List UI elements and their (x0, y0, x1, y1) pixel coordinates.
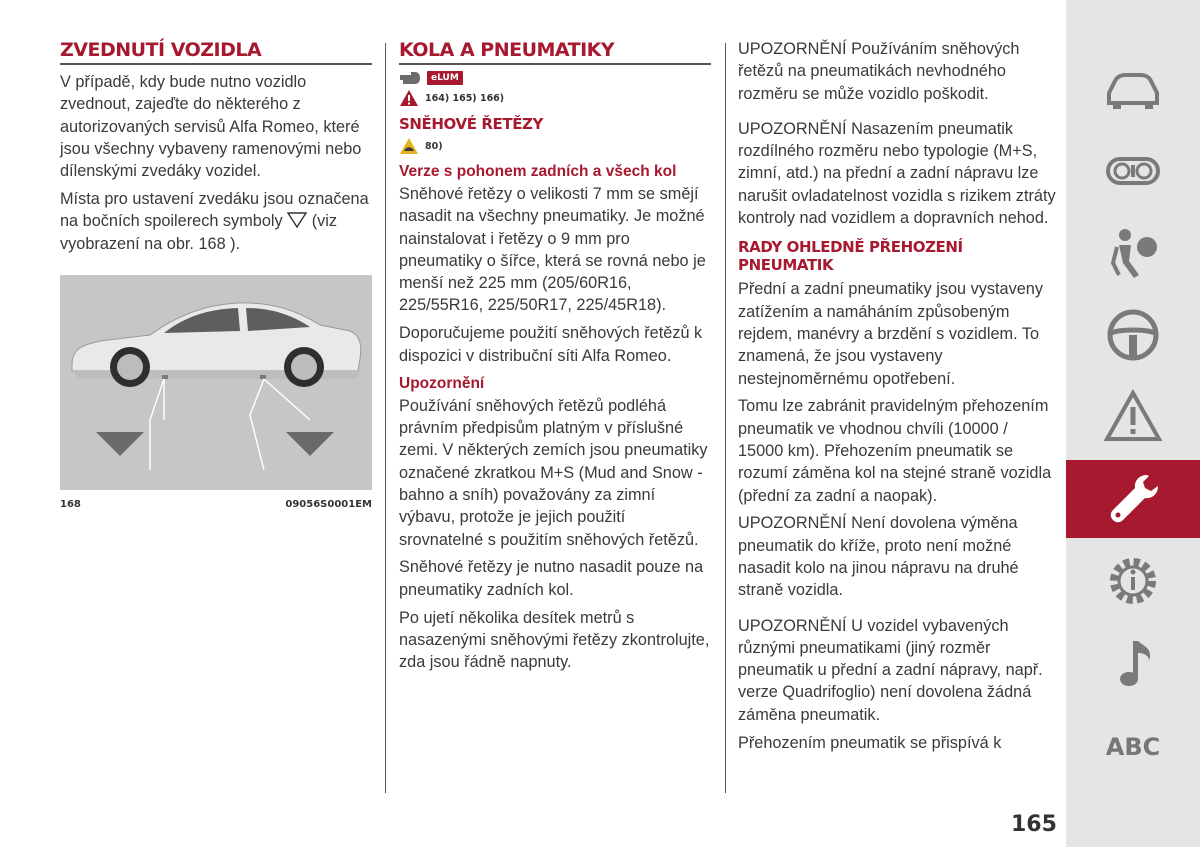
section-title: KOLA A PNEUMATIKY (399, 39, 615, 61)
minor-heading: Upozornění (399, 374, 485, 392)
elum-row (399, 71, 711, 85)
car-side-illustration (60, 275, 372, 490)
airbag-icon (1103, 223, 1163, 283)
warning-refs-row (399, 89, 711, 107)
music-icon (1103, 633, 1163, 693)
sidebar-item-multimedia[interactable] (1066, 624, 1200, 702)
chapter-sidebar (1066, 0, 1200, 847)
subsection-title: SNĚHOVÉ ŘETĚZY (399, 115, 543, 133)
column-divider (725, 43, 726, 793)
paragraph: Po ujetí několika desítek metrů s nasazenými sněhovými řetězy zkontrolujte, zda jsou řádně napnuty. (399, 608, 710, 672)
section-title: ZVEDNUTÍ VOZIDLA (60, 39, 262, 61)
title-rule (60, 63, 372, 65)
paragraph: UPOZORNĚNÍ U vozidel vybavených různými pneumatikami (jiný rozměr pneumatik u přední a zadní nápravy, např. verze Quadrifoglio) není dovolena žádná záměna pneumatik. (738, 616, 1043, 724)
title-rule (399, 63, 711, 65)
column-divider (385, 43, 386, 793)
warning-triangle-icon (399, 89, 419, 107)
sidebar-item-maintenance[interactable] (1066, 460, 1200, 538)
car-icon (1103, 59, 1163, 119)
paragraph-text: (viz vyobrazení na obr. 168 ). (60, 212, 338, 253)
section-warnings-rotation (738, 38, 1056, 759)
wrench-icon (1103, 469, 1163, 529)
index-abc-label: ABC (1105, 733, 1161, 761)
lift-point-symbol-icon (287, 212, 307, 228)
caution-refs: 80) (425, 140, 443, 152)
subsection-title: RADY OHLEDNĚ PŘEHOZENÍ PNEUMATIK (738, 238, 963, 275)
warning-refs: 164) 165) 166) (425, 92, 505, 104)
paragraph: Sněhové řetězy je nutno nasadit pouze na pneumatiky zadních kol. (399, 558, 704, 599)
sidebar-item-safety[interactable] (1066, 214, 1200, 292)
figure-car-lift-points (60, 275, 372, 490)
figure-caption (60, 499, 372, 510)
figure-number: 168 (60, 498, 81, 510)
caution-refs-row (399, 137, 711, 155)
section-wheels-tyres (399, 38, 711, 679)
sidebar-item-dashboard[interactable] (1066, 132, 1200, 210)
paragraph: Tomu lze zabránit pravidelným přehozením pneumatik ve vhodnou chvíli (10000 / 15000 km). Přehozením pneumatik se rozumí záměna kol na stejné straně vozidla (přední za zadní a naopak). (738, 397, 1052, 505)
sidebar-item-index[interactable] (1066, 708, 1200, 786)
paragraph: V případě, kdy bude nutno vozidlo zvednout, zajeďte do některého z autorizovaných servisů Alfa Romeo, které jsou všechny vybaveny ramenovými nebo dílenskými zvedáky vozidel. (60, 73, 362, 181)
figure-code: 09056S0001EM (285, 498, 372, 510)
paragraph: UPOZORNĚNÍ Používáním sněhových řetězů na pneumatikách nevhodného rozměru se může vozidlo poškodit. (738, 40, 1020, 103)
steering-wheel-icon (1103, 305, 1163, 365)
elum-badge: eLUM (427, 71, 463, 85)
paragraph: UPOZORNĚNÍ Není dovolena výměna pneumatik do kříže, proto není možné nasadit kolo na jinou nápravu na druhé straně vozidla. (738, 514, 1019, 600)
page-number: 165 (1011, 812, 1057, 837)
paragraph: Používání sněhových řetězů podléhá právním předpisům platným v příslušné zemi. V některých zemích jsou pneumatiky označené zkratkou M+S (Mud and Snow - bahno a sníh) považovány za zimní výbavu, protože je jejich použití srovnatelné s použitím sněhových řetězů. (399, 396, 708, 549)
paragraph: Doporučujeme použití sněhových řetězů k dispozici v distribuční síti Alfa Romeo. (399, 324, 703, 365)
paragraph: UPOZORNĚNÍ Nasazením pneumatik rozdílného rozměru nebo typologie (M+S, zimní, atd.) na přední a zadní nápravu lze narušit ovladatelnost vozidla s rizikem ztráty kontroly nad vozidlem a dopravních nehod. (738, 119, 1056, 228)
paragraph: Přehozením pneumatik se přispívá k (738, 733, 1002, 752)
sidebar-item-technical-data[interactable] (1066, 542, 1200, 620)
dashboard-icon (1103, 141, 1163, 201)
section-lifting (60, 38, 372, 510)
sidebar-item-car[interactable] (1066, 50, 1200, 128)
info-gear-icon (1103, 551, 1163, 611)
sidebar-item-driving[interactable] (1066, 296, 1200, 374)
paragraph: Sněhové řetězy o velikosti 7 mm se smějí nasadit na všechny pneumatiky. Je možné nainstalovat i řetězy o 9 mm pro pneumatiky o šířce, která se rovná nebo je menší než 225 mm (205/60R16, 225/55R16, 225/50R17, 225/45R18). (399, 185, 706, 315)
pointing-hand-icon (399, 71, 421, 85)
paragraph (60, 188, 372, 255)
paragraph: Přední a zadní pneumatiky jsou vystaveny zatížením a namáháním způsobeným rejdem, manévry a brzdění s vozidlem. To znamená, že jsou vystaveny nestejnoměrnému opotřebení. (738, 280, 1043, 388)
warning-icon (1103, 387, 1163, 447)
caution-triangle-icon (399, 137, 419, 155)
paragraph-text: Místa pro ustavení zvedáku jsou označena na bočních spoilerech symboly (60, 189, 369, 231)
sidebar-item-emergency[interactable] (1066, 378, 1200, 456)
minor-heading: Verze s pohonem zadních a všech kol (399, 163, 677, 180)
